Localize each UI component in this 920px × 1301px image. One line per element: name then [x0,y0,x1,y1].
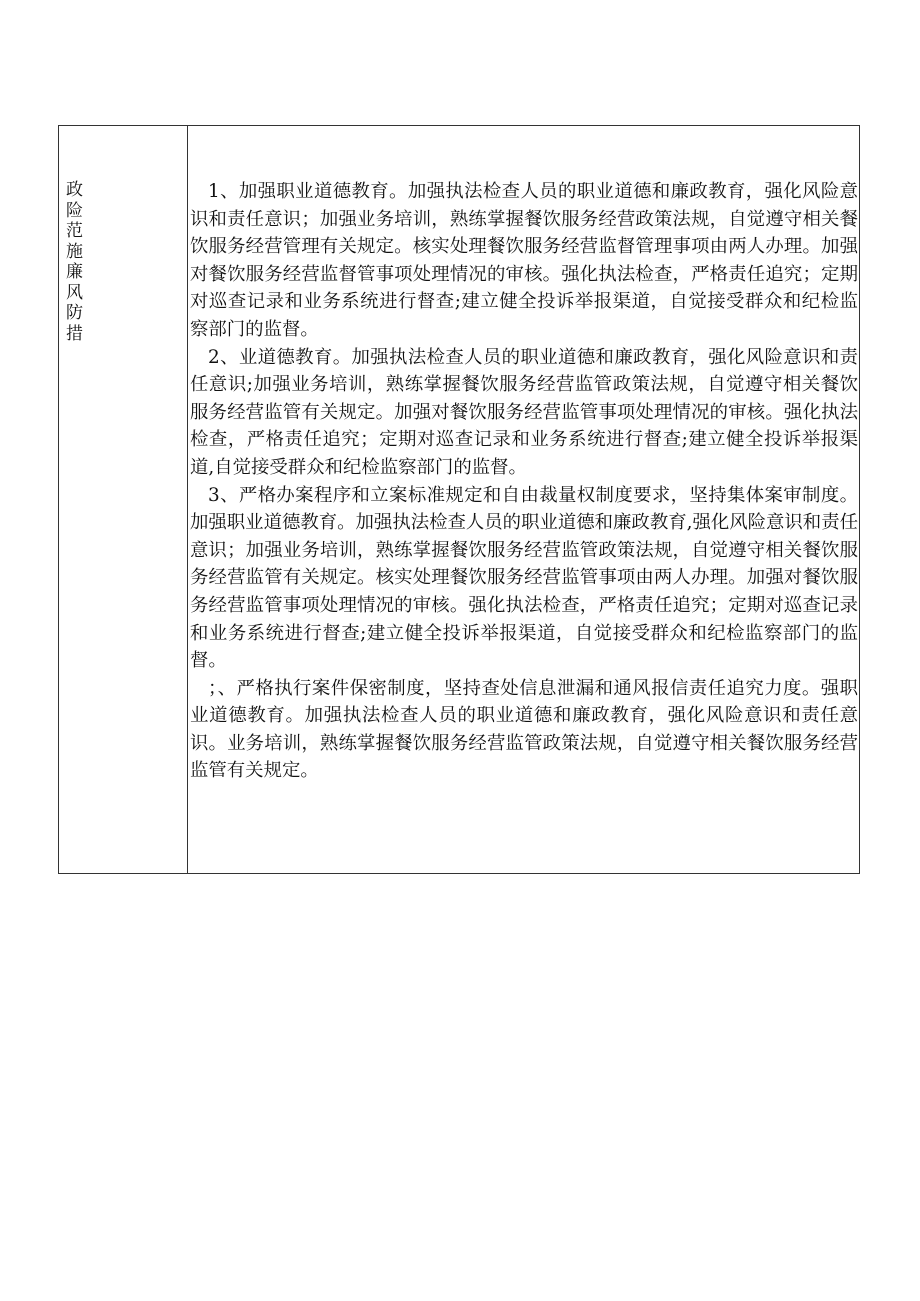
label-cell [59,126,188,873]
measure-paragraph-3: 3、严格办案程序和立案标准规定和自由裁量权制度要求，坚持集体案审制度。加强职业道德教育。加强执法检查人员的职业道德和廉政教育,强化风险意识和责任意识；加强业务培训，熟练掌握餐饮服务经营监管政策法规，自觉遵守相关餐饮服务经营监管有关规定。核实处理餐饮服务经营监管事项由两人办理。加强对餐饮服务经营监管事项处理情况的审核。强化执法检查，严格责任追究；定期对巡查记录和业务系统进行督查;建立健全投诉举报渠道，自觉接受群众和纪检监察部门的监督。 [190,484,858,672]
measure-paragraph-1: 1、加强职业道德教育。加强执法检查人员的职业道德和廉政教育，强化风险意识和责任意识；加强业务培训，熟练掌握餐饮服务经营政策法规，自觉遵守相关餐饮服务经营管理有关规定。核实处理餐饮服务经营监督管理事项由两人办理。加强对餐饮服务经营监督管事项处理情况的审核。强化执法检查，严格责任追究；定期对巡查记录和业务系统进行督查;建立健全投诉举报渠道，自觉接受群众和纪检监察部门的监督。 [190,181,858,340]
content-cell [188,126,859,873]
measure-paragraph-2: 2、业道德教育。加强执法检查人员的职业道德和廉政教育，强化风险意识和责任意识;加强业务培训，熟练掌握餐饮服务经营监管政策法规，自觉遵守相关餐饮服务经营监管有关规定。加强对餐饮服务经营监管事项处理情况的审核。强化执法检查，严格责任追究；定期对巡查记录和业务系统进行督查;建立健全投诉举报渠道,自觉接受群众和纪检监察部门的监督。 [190,346,858,478]
measure-paragraph-4: ；、严格执行案件保密制度，坚持查处信息泄漏和通风报信责任追究力度。强职业道德教育。加强执法检查人员的职业道德和廉政教育，强化风险意识和责任意识。业务培训，熟练掌握餐饮服务经营监管政策法规，自觉遵守相关餐饮服务经营监管有关规定。 [190,677,858,782]
measures-content [190,178,858,785]
measures-table [58,125,860,874]
row-label: 政险范施廉风防措 [66,180,83,344]
